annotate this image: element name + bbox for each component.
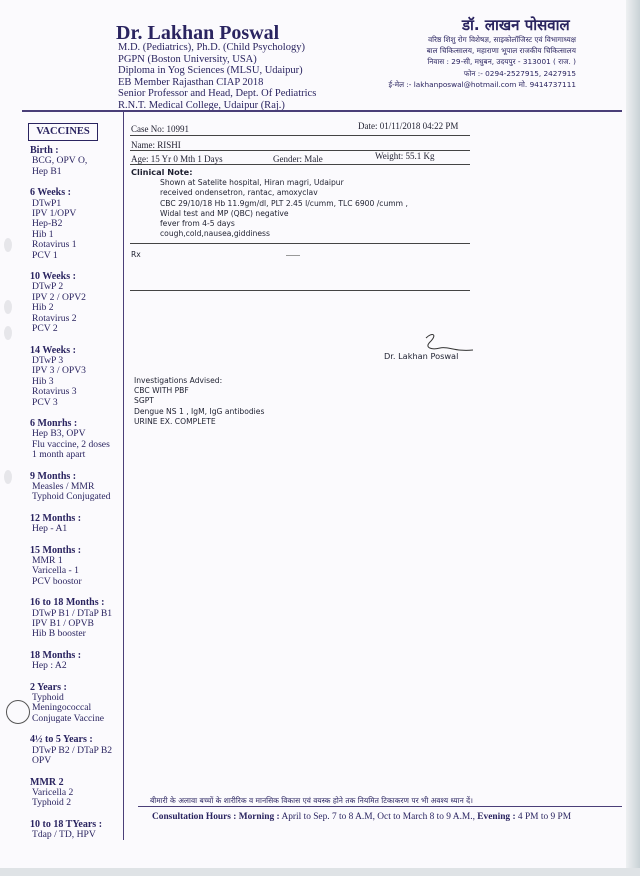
clinical-note-line: fever from 4-5 days xyxy=(160,219,235,229)
vaccine-group xyxy=(30,778,142,809)
rx-label: Rx xyxy=(131,250,141,259)
hours-morning: April to Sep. 7 to 8 A.M, Oct to March 8 to 9 A.M., xyxy=(281,812,475,822)
vaccine-item: Hep B3, OPV xyxy=(32,428,86,440)
address-line: निवास : 29-सी, मधुबन, उदयपुर - 313001 ( राज. ) xyxy=(427,57,576,67)
clinical-notes xyxy=(160,178,408,240)
stamp-mark xyxy=(6,700,30,724)
investigation-item: URINE EX. COMPLETE xyxy=(134,416,216,426)
hours-evening: 4 PM to 9 PM xyxy=(517,812,572,822)
investigation-item: SGPT xyxy=(134,396,154,406)
vaccine-age-title: 18 Months : xyxy=(30,649,82,661)
vaccine-item: Hep : A2 xyxy=(32,660,67,672)
vaccine-group xyxy=(30,188,142,261)
clinical-note-line: CBC 29/10/18 Hb 11.9gm/dl, PLT 2.45 l/cumm, TLC 6900 /cumm , xyxy=(160,198,408,208)
vaccine-item: DTwP 2 xyxy=(32,281,64,293)
signature-name: Dr. Lakhan Poswal xyxy=(384,351,459,361)
investigations-block xyxy=(134,376,264,427)
vaccine-age-title: 10 to 18 TYears : xyxy=(30,818,103,830)
field-underline xyxy=(130,135,470,136)
qualification-line: Diploma in Yog Sciences (MLSU, Udaipur) xyxy=(118,65,303,76)
investigation-item: CBC WITH PBF xyxy=(134,386,189,396)
address-line: बाल चिकित्सालय, महाराणा भूपाल राजकीय चिकित्सालय xyxy=(426,46,576,56)
footer-note-hindi: बीमारी के अलावा बच्चों के शारीरिक व मानसिक विकास एवं वयस्क होने तक नियमित टिकाकरण पर भी अवश्य ध्यान दें। xyxy=(150,796,473,805)
vaccine-item: PCV 2 xyxy=(32,323,58,335)
vaccine-age-title: 9 Months : xyxy=(30,470,77,482)
vaccine-item: IPV 3 / OPV3 xyxy=(32,365,86,377)
footer-divider xyxy=(138,806,622,807)
vaccine-item: IPV 1/OPV xyxy=(32,208,77,220)
investigations-label: Investigations Advised: xyxy=(134,376,223,385)
stray-mark xyxy=(286,255,300,256)
vaccine-item: Typhoid 2 xyxy=(32,797,72,809)
address-line: ई-मेल :- lakhanposwal@hotmail.com मो. 9414737111 xyxy=(388,79,576,89)
vaccine-item: Measles / MMR xyxy=(32,480,95,492)
vaccine-group xyxy=(30,419,142,461)
patient-age: Age: 15 Yr 0 Mth 1 Days xyxy=(131,154,223,164)
paper-edge-bottom xyxy=(0,868,640,876)
vaccine-group xyxy=(30,651,142,672)
vaccine-item: PCV 3 xyxy=(32,396,58,408)
vaccine-group xyxy=(30,546,142,588)
punch-hole xyxy=(4,300,12,314)
vaccine-item: Flu vaccine, 2 doses xyxy=(32,438,110,450)
doctor-name-hindi: डॉ. लाखन पोसवाल xyxy=(462,16,570,34)
vaccine-age-title: 14 Weeks : xyxy=(30,344,76,356)
qualification-line: PGPN (Boston University, USA) xyxy=(118,53,257,65)
hours-evening-label: Evening : xyxy=(477,812,516,822)
vaccine-age-title: 16 to 18 Months : xyxy=(30,597,105,609)
vaccine-age-title: 4½ to 5 Years : xyxy=(30,734,93,746)
vaccine-item: Rotavirus 2 xyxy=(32,312,77,324)
patient-gender: Gender: Male xyxy=(273,154,323,164)
vaccine-group xyxy=(30,472,142,503)
qualification-line: R.N.T. Medical College, Udaipur (Raj.) xyxy=(118,99,285,111)
rx-divider xyxy=(130,290,470,291)
vaccine-item: DTwP 3 xyxy=(32,354,64,366)
vaccine-item: Hep - A1 xyxy=(32,523,68,535)
vaccine-item: Meningococcal xyxy=(32,702,92,714)
vaccine-item: DTwP B1 / DTaP B1 xyxy=(32,607,113,619)
vaccine-item: Hib 1 xyxy=(32,228,54,240)
vaccine-item: Tdap / TD, HPV xyxy=(32,829,96,841)
address-line: वरिष्ठ शिशु रोग विशेषज्ञ, साइकोलॉजिस्ट एवं विभागाध्यक्ष xyxy=(428,35,576,44)
field-underline xyxy=(130,164,470,165)
vaccine-item: DTwP1 xyxy=(32,197,62,209)
clinical-note-line: Shown at Satelite hospital, Hiran magri, Udaipur xyxy=(160,178,344,187)
vaccine-group xyxy=(30,735,142,766)
vaccine-item: Hib 3 xyxy=(32,375,54,387)
vaccine-item: Typhoid xyxy=(32,692,64,704)
vaccine-age-title: 6 Weeks : xyxy=(30,187,71,199)
vaccine-item: OPV xyxy=(32,755,52,767)
vaccine-age-title: 10 Weeks : xyxy=(30,271,76,283)
vaccine-item: Hib 2 xyxy=(32,302,54,314)
investigation-item: Dengue NS 1 , IgM, IgG antibodies xyxy=(134,406,265,416)
visit-date: Date: 01/11/2018 04:22 PM xyxy=(358,121,459,131)
vaccine-item: Typhoid Conjugated xyxy=(32,491,111,503)
case-number: Case No: 10991 xyxy=(131,124,189,134)
clinical-note-line: cough,cold,nausea,giddiness xyxy=(160,229,270,239)
paper-edge xyxy=(626,0,640,876)
clinical-note-label: Clinical Note: xyxy=(131,167,193,177)
header-divider xyxy=(22,110,622,112)
address-line: फोन :- 0294-2527915, 2427915 xyxy=(463,68,576,78)
clinical-note-line: received ondensetron, rantac, amoxyclav xyxy=(160,188,318,198)
vaccine-item: MMR 1 xyxy=(32,555,63,566)
vaccine-age-title: MMR 2 xyxy=(30,776,64,788)
vaccine-item: IPV 2 / OPV2 xyxy=(32,291,86,303)
vaccines-heading: VACCINES xyxy=(28,123,98,141)
punch-hole xyxy=(4,470,12,484)
vaccine-item: Rotavirus 1 xyxy=(32,239,77,251)
qualification-line: EB Member Rajasthan CIAP 2018 xyxy=(118,76,264,88)
doctor-address-hindi xyxy=(388,34,576,90)
patient-weight: Weight: 55.1 Kg xyxy=(375,151,435,161)
vaccine-group xyxy=(30,346,142,408)
vaccine-item: Varicella - 1 xyxy=(32,565,79,577)
clinical-note-line: Widal test and MP (QBC) negative xyxy=(160,208,289,218)
consultation-hours xyxy=(152,812,571,822)
vaccine-item: IPV B1 / OPVB xyxy=(32,618,94,630)
vaccine-item: DTwP B2 / DTaP B2 xyxy=(32,744,113,756)
vaccine-schedule xyxy=(30,146,142,852)
vaccine-group xyxy=(30,598,142,640)
vaccine-item: Varicella 2 xyxy=(32,786,74,798)
vaccine-item: Hep B1 xyxy=(32,165,62,177)
vaccine-item: BCG, OPV O, xyxy=(32,155,88,167)
vaccine-item: Hep-B2 xyxy=(32,218,63,230)
doctor-name: Dr. Lakhan Poswal xyxy=(116,22,280,44)
vaccine-item: Hib B booster xyxy=(32,628,86,640)
vaccine-age-title: 15 Months : xyxy=(30,544,82,556)
vaccine-item: PCV boostor xyxy=(32,575,82,587)
vaccine-item: 1 month apart xyxy=(32,449,86,461)
vaccine-group xyxy=(30,683,142,725)
vaccine-age-title: 2 Years : xyxy=(30,681,67,693)
vaccine-group xyxy=(30,146,142,177)
qualification-line: Senior Professor and Head, Dept. Of Pediatrics xyxy=(118,88,317,99)
vaccine-age-title: 6 Monrhs : xyxy=(30,417,78,429)
notes-divider xyxy=(130,243,470,244)
doctor-qualifications xyxy=(118,42,316,111)
vaccine-item: Rotavirus 3 xyxy=(32,386,77,398)
punch-hole xyxy=(4,238,12,252)
vaccine-item: Conjugate Vaccine xyxy=(32,712,105,724)
vaccine-age-title: 12 Months : xyxy=(30,512,82,524)
punch-hole xyxy=(4,326,12,340)
patient-name: Name: RISHI xyxy=(131,140,181,150)
vaccine-age-title: Birth : xyxy=(30,145,59,156)
hours-label: Consultation Hours : Morning : xyxy=(152,812,280,822)
vaccine-group xyxy=(30,514,142,535)
vaccine-group xyxy=(30,820,142,841)
qualification-line: M.D. (Pediatrics), Ph.D. (Child Psychology) xyxy=(118,42,305,53)
vaccine-group xyxy=(30,272,142,334)
vaccine-item: PCV 1 xyxy=(32,249,58,261)
